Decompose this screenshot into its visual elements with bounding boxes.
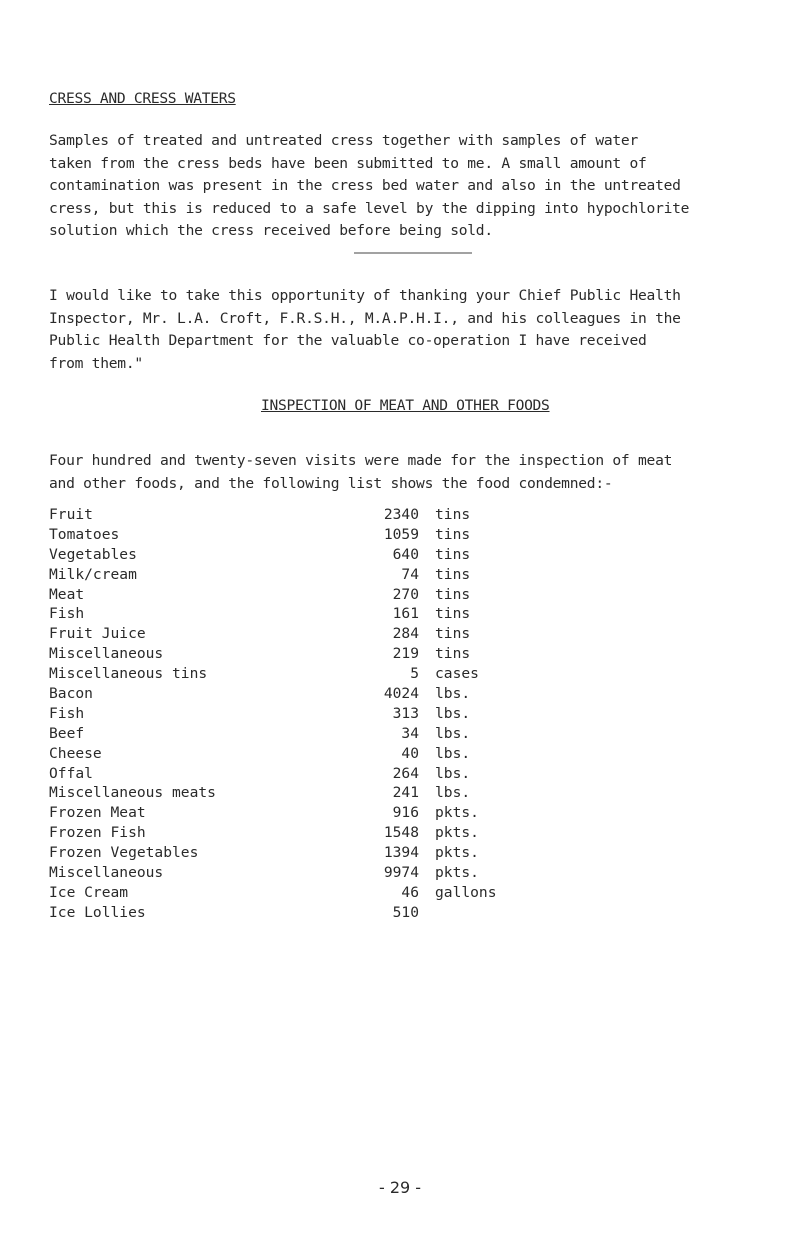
condemned-row — [49, 843, 789, 863]
condemned-item-quantity: 313 — [392, 704, 419, 722]
condemned-item-name: Ice Lollies — [49, 903, 146, 921]
condemned-item-quantity: 9974 — [383, 864, 419, 882]
condemned-item-quantity: 270 — [392, 585, 419, 603]
condemned-item-name: Meat — [49, 585, 85, 603]
condemned-item-name: Fruit — [49, 506, 93, 523]
condemned-row — [49, 644, 789, 664]
paragraph-inspection-intro: Four hundred and twenty-seven visits were made for the inspection of meat and other foods, and the following list shows the food condemned:- — [49, 452, 673, 492]
condemned-row — [49, 525, 789, 545]
condemned-item-name: Frozen Meat — [49, 804, 146, 822]
condemned-item-name: Bacon — [49, 685, 93, 703]
condemned-item-unit: pkts. — [435, 824, 479, 842]
condemned-item-quantity: 219 — [392, 645, 419, 663]
condemned-item-unit: gallons — [435, 883, 497, 901]
condemned-item-unit: lbs. — [435, 784, 471, 802]
condemned-item-unit: pkts. — [435, 864, 479, 882]
page-number: - 29 - — [378, 1178, 422, 1197]
condemned-item-quantity: 640 — [392, 545, 419, 563]
condemned-item-unit: lbs. — [435, 744, 471, 762]
condemned-item-name: Fish — [49, 605, 85, 623]
condemned-item-quantity: 4024 — [383, 685, 419, 703]
condemned-row — [49, 565, 789, 585]
heading-inspection-foods: INSPECTION OF MEAT AND OTHER FOODS — [261, 397, 550, 414]
condemned-row — [49, 624, 789, 644]
condemned-item-unit: lbs. — [435, 685, 471, 703]
condemned-item-unit: tins — [435, 525, 471, 543]
condemned-item-quantity: 1059 — [383, 525, 419, 543]
condemned-row — [49, 823, 789, 843]
condemned-item-name: Frozen Fish — [49, 824, 146, 842]
condemned-food-list — [49, 505, 789, 923]
condemned-row — [49, 585, 789, 605]
condemned-item-unit: tins — [435, 605, 471, 623]
condemned-item-name: Milk/cream — [49, 565, 137, 583]
condemned-item-name: Miscellaneous — [49, 645, 164, 663]
condemned-item-name: Miscellaneous meats — [49, 784, 216, 802]
condemned-item-name: Miscellaneous — [49, 864, 164, 882]
condemned-row — [49, 724, 789, 744]
condemned-row — [49, 903, 789, 923]
condemned-row — [49, 863, 789, 883]
condemned-item-name: Ice Cream — [49, 883, 129, 901]
condemned-item-name: Offal — [49, 764, 93, 782]
condemned-item-name: Fish — [49, 704, 85, 722]
condemned-item-unit: lbs. — [435, 704, 471, 722]
condemned-row — [49, 764, 789, 784]
condemned-item-quantity: 2340 — [383, 506, 419, 523]
condemned-item-quantity: 161 — [392, 605, 419, 623]
condemned-item-quantity: 1394 — [383, 844, 419, 862]
condemned-row — [49, 505, 789, 525]
section-divider — [354, 252, 472, 254]
condemned-item-name: Frozen Vegetables — [49, 844, 199, 862]
condemned-item-unit: tins — [435, 585, 471, 603]
condemned-item-unit: tins — [435, 645, 471, 663]
condemned-item-unit: cases — [435, 665, 479, 683]
condemned-row — [49, 803, 789, 823]
condemned-row — [49, 604, 789, 624]
condemned-item-name: Vegetables — [49, 545, 137, 563]
condemned-item-name: Tomatoes — [49, 525, 120, 543]
condemned-item-quantity: 916 — [392, 804, 419, 822]
condemned-row — [49, 783, 789, 803]
condemned-item-unit: pkts. — [435, 804, 479, 822]
condemned-item-quantity: 5 — [410, 665, 419, 683]
condemned-row — [49, 744, 789, 764]
condemned-item-quantity: 510 — [392, 903, 419, 921]
condemned-row — [49, 684, 789, 704]
condemned-item-name: Cheese — [49, 744, 102, 762]
condemned-row — [49, 883, 789, 903]
condemned-row — [49, 664, 789, 684]
paragraph-cress-samples: Samples of treated and untreated cress together with samples of water taken from the cress beds have been submitted to me. A small amount of contamination was present in the cress bed water and also in the untreated cress, but this is reduced to a safe level by the dipping into hypochlorite solution which the cress received before being sold. — [49, 132, 690, 239]
condemned-item-quantity: 241 — [392, 784, 419, 802]
condemned-item-name: Beef — [49, 724, 85, 742]
condemned-item-quantity: 34 — [401, 724, 419, 742]
heading-cress-waters: CRESS AND CRESS WATERS — [49, 90, 236, 107]
condemned-item-unit: tins — [435, 625, 471, 643]
condemned-item-unit: lbs. — [435, 764, 471, 782]
condemned-row — [49, 704, 789, 724]
condemned-item-unit: tins — [435, 545, 471, 563]
condemned-item-quantity: 284 — [392, 625, 419, 643]
paragraph-thanks: I would like to take this opportunity of thanking your Chief Public Health Inspector, Mr. L.A. Croft, F.R.S.H., M.A.P.H.I., and his colleagues in the Public Health Department for the valuable co-operation I have received from them." — [49, 287, 681, 372]
condemned-item-quantity: 40 — [401, 744, 419, 762]
condemned-item-unit: tins — [435, 506, 471, 523]
condemned-item-quantity: 74 — [401, 565, 419, 583]
condemned-item-unit: lbs. — [435, 724, 471, 742]
condemned-row — [49, 545, 789, 565]
condemned-item-quantity: 46 — [401, 883, 419, 901]
condemned-item-quantity: 1548 — [383, 824, 419, 842]
condemned-item-name: Fruit Juice — [49, 625, 146, 643]
condemned-item-unit: pkts. — [435, 844, 479, 862]
condemned-item-unit: tins — [435, 565, 471, 583]
condemned-item-quantity: 264 — [392, 764, 419, 782]
condemned-item-name: Miscellaneous tins — [49, 665, 208, 683]
